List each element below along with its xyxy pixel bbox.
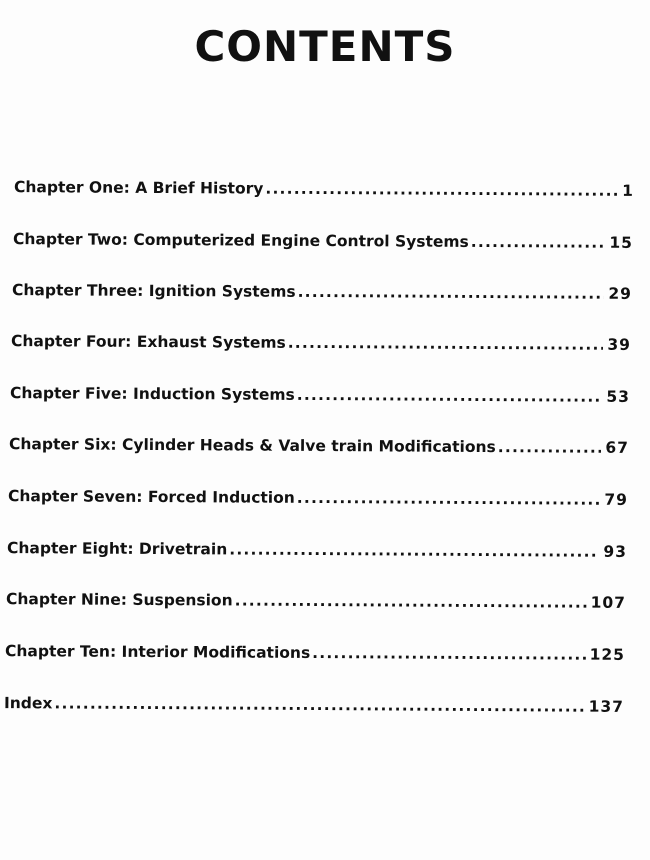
- toc-dot-leader: [54, 694, 584, 715]
- toc-dot-leader: [229, 540, 599, 560]
- toc-entry-chapter-one: [14, 178, 634, 200]
- toc-entry-label: Chapter Ten: Interior Modifications: [4, 642, 311, 662]
- toc-entry-chapter-four: [11, 332, 631, 354]
- toc-entry-page-number: 125: [589, 645, 626, 664]
- toc-entry-page-number: 93: [603, 542, 628, 561]
- toc-entry-page-number: 53: [606, 387, 631, 406]
- toc-entry-label: Index: [3, 694, 53, 713]
- toc-entry-page-number: 67: [605, 438, 630, 457]
- toc-entry-chapter-five: [10, 384, 630, 406]
- toc-dot-leader: [297, 489, 601, 509]
- toc-entry-chapter-two: [13, 230, 633, 252]
- toc-entry-label: Chapter Six: Cylinder Heads & Valve train Modifications: [8, 435, 496, 457]
- toc-entry-chapter-seven: [8, 487, 628, 509]
- toc-entry-chapter-eight: [7, 539, 627, 561]
- page-title: CONTENTS: [194, 22, 456, 71]
- toc-dot-leader: [265, 180, 618, 200]
- toc-dot-leader: [235, 592, 587, 612]
- toc-entry-page-number: 15: [609, 233, 634, 252]
- toc-entry-page-number: 107: [590, 593, 627, 612]
- toc-entry-label: Chapter Two: Computerized Engine Control Systems: [12, 230, 469, 251]
- toc-entry-chapter-ten: [5, 642, 625, 664]
- toc-entry-label: Chapter Seven: Forced Induction: [7, 487, 295, 507]
- toc-entry-label: Chapter Five: Induction Systems: [9, 384, 295, 404]
- toc-dot-leader: [288, 334, 604, 354]
- toc-dot-leader: [471, 233, 606, 252]
- toc-dot-leader: [498, 438, 602, 457]
- toc-entry-chapter-six: [9, 435, 629, 457]
- toc-entry-label: Chapter Four: Exhaust Systems: [10, 332, 286, 352]
- toc-entry-label: Chapter Eight: Drivetrain: [6, 539, 228, 559]
- toc-entry-chapter-three: [12, 281, 632, 303]
- toc-dot-leader: [312, 644, 586, 664]
- toc-entry-index: [4, 694, 624, 716]
- toc-entry-label: Chapter Three: Ignition Systems: [11, 281, 296, 301]
- toc-entry-page-number: 39: [607, 335, 632, 354]
- toc-entry-page-number: 79: [604, 490, 629, 509]
- toc-entry-label: Chapter One: A Brief History: [13, 178, 264, 198]
- toc-entry-page-number: 1: [622, 181, 635, 200]
- toc-entry-label: Chapter Nine: Suspension: [5, 590, 233, 610]
- toc-entry-chapter-nine: [6, 590, 626, 612]
- toc-entry-page-number: 137: [588, 697, 625, 716]
- toc-dot-leader: [297, 386, 603, 406]
- toc-entry-page-number: 29: [608, 284, 633, 303]
- toc-dot-leader: [298, 283, 605, 303]
